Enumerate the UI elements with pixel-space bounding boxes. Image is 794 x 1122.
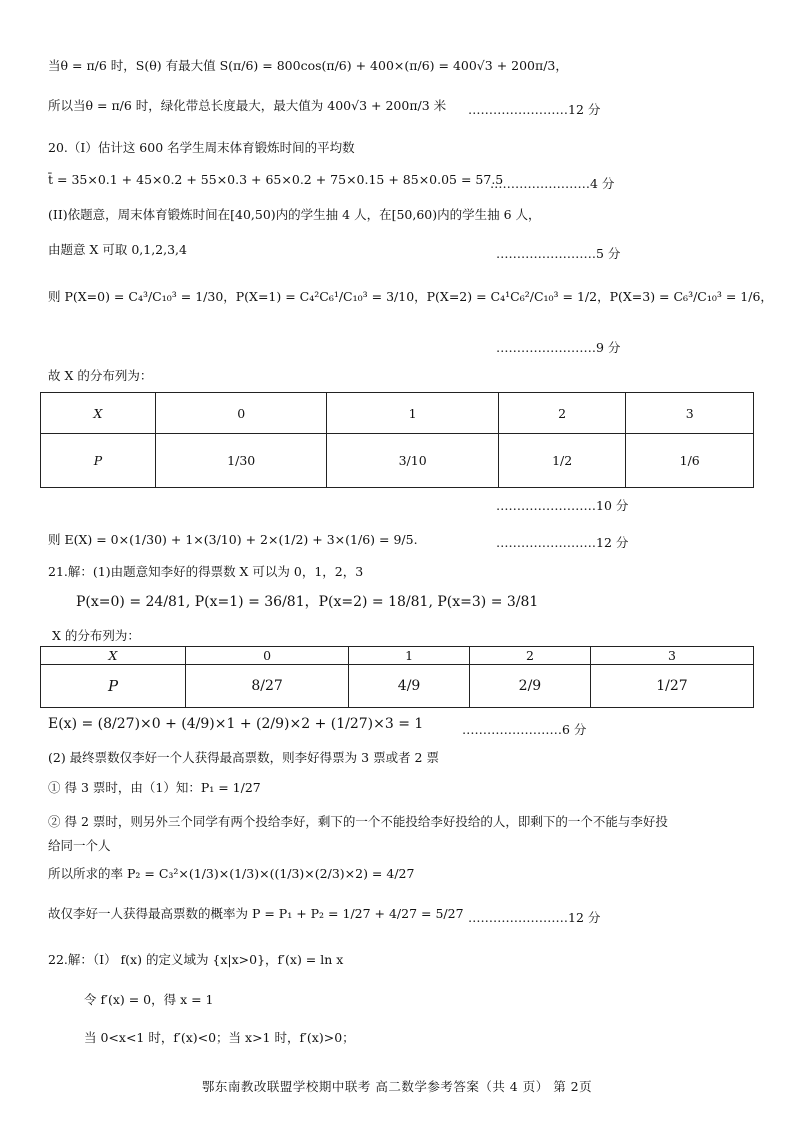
score-mark: ……………………12 分: [496, 535, 629, 550]
table-cell: 0: [156, 393, 327, 434]
table-cell: 1: [349, 647, 470, 665]
line-19-max: 当θ = π/6 时，S(θ) 有最大值 S(π/6) = 800cos(π/6) + 400×(π/6) = 400√3 + 200π/3，: [48, 58, 568, 73]
table-cell: P: [41, 434, 156, 488]
q21-probabilities: P(x=0) = 24/81, P(x=1) = 36/81，P(x=2) = 18/81, P(x=3) = 3/81: [76, 594, 539, 610]
page-footer: 鄂东南教改联盟学校期中联考 高二数学参考答案（共 4 页） 第 2页: [201, 1079, 593, 1094]
table-cell: 1/6: [626, 434, 754, 488]
q20-part1-title: 20.（I）估计这 600 名学生周末体育锻炼时间的平均数: [48, 140, 355, 155]
table-cell: 1/30: [156, 434, 327, 488]
q20-x-values: 由题意 X 可取 0,1,2,3,4: [48, 242, 187, 257]
q21-part2-intro: (2) 最终票数仅李好一个人获得最高票数，则李好得票为 3 票或者 2 票: [48, 750, 439, 765]
q21-dist-label: X 的分布列为：: [52, 628, 140, 643]
table-cell: P: [41, 665, 186, 708]
table-cell: 0: [186, 647, 349, 665]
q21-case-3: ① 得 3 票时，由（1）知：P₁ = 1/27: [48, 780, 261, 795]
score-mark: ……………………5 分: [496, 246, 621, 261]
q20-part2-intro: (II)依题意，周末体育锻炼时间在[40,50)内的学生抽 4 人，在[50,60)内的学生抽 6 人，: [48, 207, 541, 222]
q21-intro: 21.解：(1)由题意知李好的得票数 X 可以为 0，1，2，3: [48, 564, 364, 579]
table-cell: 1: [327, 393, 498, 434]
table-cell: 4/9: [349, 665, 470, 708]
score-mark: ……………………6 分: [462, 722, 587, 737]
q20-expectation: 则 E(X) = 0×(1/30) + 1×(3/10) + 2×(1/2) + 3×(1/6) = 9/5.: [48, 532, 418, 547]
q21-case-2-cont: 给同一个人: [48, 838, 111, 853]
table-cell: 1/2: [498, 434, 626, 488]
table-cell: 8/27: [186, 665, 349, 708]
table-cell: 2: [498, 393, 626, 434]
table-cell: X: [41, 647, 186, 665]
score-mark: ……………………9 分: [496, 340, 621, 355]
table-cell: X: [41, 393, 156, 434]
q20-mean-formula: t̄ = 35×0.1 + 45×0.2 + 55×0.3 + 65×0.2 + 75×0.15 + 85×0.05 = 57.5: [48, 172, 504, 187]
q22-monotonic: 当 0<x<1 时，f′(x)<0；当 x>1 时，f′(x)>0；: [84, 1030, 355, 1045]
score-mark: ……………………4 分: [490, 176, 615, 191]
q21-distribution-table: [40, 646, 754, 708]
q21-case-2: ② 得 2 票时，则另外三个同学有两个投给李好，剩下的一个不能投给李好投给的人，即剩下的一个不能与李好投: [48, 814, 668, 829]
q21-expectation: E(x) = (8/27)×0 + (4/9)×1 + (2/9)×2 + (1/27)×3 = 1: [48, 716, 424, 732]
q21-p2: 所以所求的率 P₂ = C₃²×(1/3)×(1/3)×((1/3)×(2/3)×2) = 4/27: [48, 866, 415, 881]
table-cell: 3: [590, 647, 753, 665]
table-cell: 2: [469, 647, 590, 665]
score-mark: ……………………12 分: [468, 102, 601, 117]
table-cell: 1/27: [590, 665, 753, 708]
score-mark: ……………………10 分: [496, 498, 629, 513]
q21-final: 故仅李好一人获得最高票数的概率为 P = P₁ + P₂ = 1/27 + 4/27 = 5/27: [48, 906, 464, 921]
q22-domain: 22.解：（I） f(x) 的定义域为 {x|x>0}，f′(x) = ln x: [48, 952, 344, 967]
q20-dist-label: 故 X 的分布列为：: [48, 368, 153, 383]
q20-distribution-table: [40, 392, 754, 488]
line-19-conclusion: 所以当θ = π/6 时，绿化带总长度最大，最大值为 400√3 + 200π/3 米: [48, 98, 447, 113]
q22-critical: 令 f′(x) = 0，得 x = 1: [84, 992, 214, 1007]
q20-probabilities: 则 P(X=0) = C₄³/C₁₀³ = 1/30，P(X=1) = C₄²C₆¹/C₁₀³ = 3/10，P(X=2) = C₄¹C₆²/C₁₀³ = 1/2，P(X=3) = C₆³/C₁₀³ = 1/6，: [48, 289, 773, 304]
table-cell: 2/9: [469, 665, 590, 708]
table-cell: 3: [626, 393, 754, 434]
table-cell: 3/10: [327, 434, 498, 488]
score-mark: ……………………12 分: [468, 910, 601, 925]
